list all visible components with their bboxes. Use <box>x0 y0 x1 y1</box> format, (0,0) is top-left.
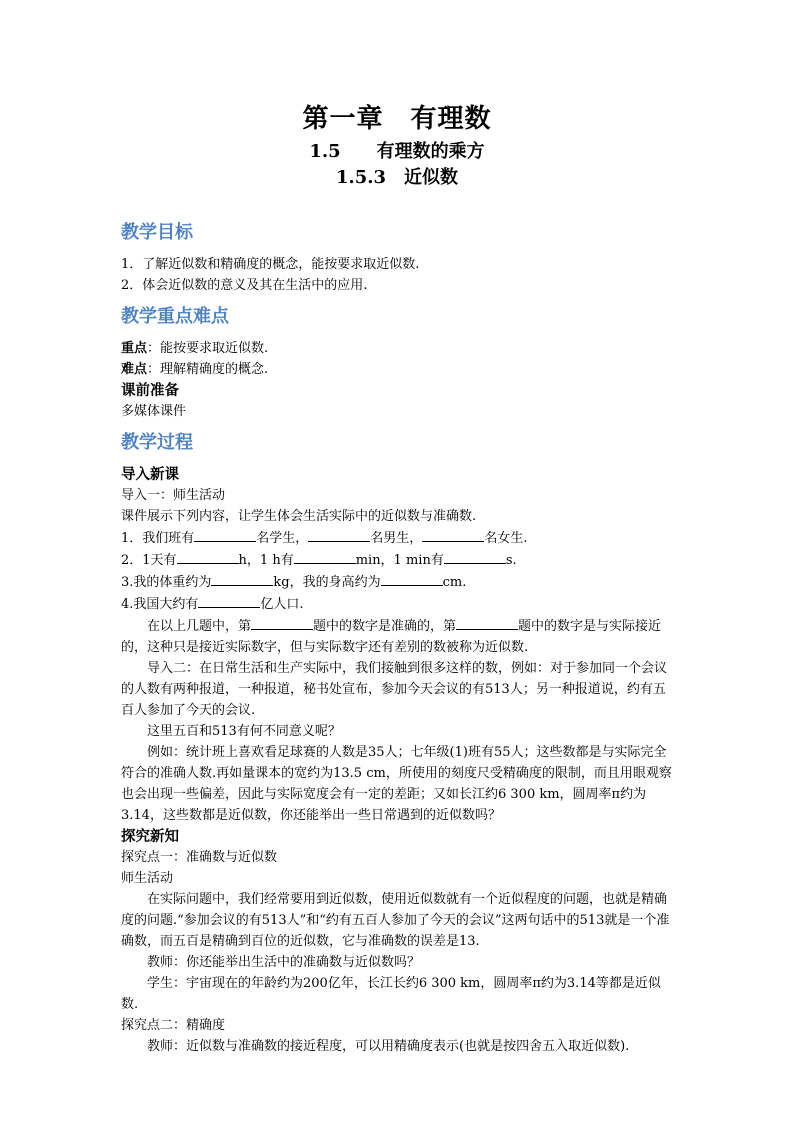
point1-title: 探究点一：准确数与近似数 <box>121 850 278 865</box>
answer-blank[interactable] <box>444 549 506 564</box>
difficult-text: ：理解精确度的概念. <box>147 362 269 377</box>
prep-text: 多媒体课件 <box>121 404 187 419</box>
answer-blank[interactable] <box>211 571 273 586</box>
teacher-line: 教师：近似数与准确数的接近程度，可以用精确度表示(也就是按四舍五入取近似数). <box>147 1039 630 1054</box>
goal-item: 1．了解近似数和精确度的概念，能按要求取近似数. <box>121 257 420 272</box>
chapter-title: 第一章 有理数 <box>302 104 492 134</box>
answer-blank[interactable] <box>294 549 356 564</box>
prep-heading: 课前准备 <box>121 382 179 399</box>
question-paragraph: 这里五百和513有何不同意义呢？ <box>147 724 341 739</box>
lead2-paragraph: 导入二：在日常生活和生产实际中，我们接触到很多这样的数，例如：对于参加同一个会议的人数有两种报道，一种报道，秘书处宣布，参加今天会议的有513人；另一种报道说，约有五百人参加了今天的会议. <box>121 661 668 718</box>
answer-blank[interactable] <box>308 527 370 542</box>
question-3: 3.我的体重约为 kg，我的身高约为 cm. <box>121 571 673 593</box>
answer-blank[interactable] <box>456 615 518 630</box>
difficult-label: 难点 <box>121 362 148 377</box>
section-title: 1.5 有理数的乘方 <box>309 141 485 162</box>
point2-title: 探究点二：精确度 <box>121 1018 226 1033</box>
goals-heading: 教学目标 <box>121 222 193 243</box>
answer-blank[interactable] <box>177 549 239 564</box>
example-paragraph: 例如：统计班上喜欢看足球赛的人数是35人；七年级(1)班有55人；这些数都是与实际完全符合的准确人数.再如量课本的宽约为13.5 cm，所使用的刻度尺受精确度的限制，而且用眼观察也会出现一些偏差，因此与实际宽度会有一定的差距；又如长江约6 300 km，圆周率π约为3.14，这些数都是近似数，你还能举出一些日常遇到的近似数吗？ <box>121 745 672 823</box>
student-line: 学生：宇宙现在的年龄约为200亿年，长江长约6 300 km，圆周率π约为3.14等都是近似数. <box>121 976 661 1012</box>
goal-item: 2．体会近似数的意义及其在生活中的应用. <box>121 278 368 293</box>
lead1-title: 导入一：师生活动 <box>121 488 226 503</box>
question-2: 2．1天有 h，1 h有 min，1 min有 s. <box>121 549 673 571</box>
document-body <box>121 218 673 1057</box>
answer-blank[interactable] <box>381 571 443 586</box>
key-text: ：能按要求取近似数. <box>147 341 269 356</box>
teacher-line: 教师：你还能举出生活中的准确数与近似数吗？ <box>147 955 421 970</box>
explain-paragraph: 在实际问题中，我们经常要用到近似数，使用近似数就有一个近似程度的问题，也就是精确度的问题.“参加会议的有513人”和“约有五百人参加了今天的会议”这两句话中的513就是一个准确数，而五百是精确到百位的近似数，它与准确数的误差是13. <box>121 892 670 949</box>
summary-paragraph: 在以上几题中，第 题中的数字是准确的，第 题中的数字是与实际接近的，这种只是接近实际数字，但与实际数字还有差别的数被称为近似数. <box>121 615 673 658</box>
question-4: 4.我国大约有 亿人口. <box>121 593 673 615</box>
answer-blank[interactable] <box>198 593 260 608</box>
answer-blank[interactable] <box>194 527 256 542</box>
subsection-title: 1.5.3 近似数 <box>335 167 459 188</box>
activity-label: 师生活动 <box>121 871 174 886</box>
process-heading: 教学过程 <box>121 432 193 453</box>
answer-blank[interactable] <box>422 527 484 542</box>
intro-heading: 导入新课 <box>121 466 179 483</box>
answer-blank[interactable] <box>251 615 313 630</box>
key-label: 重点 <box>121 341 148 356</box>
explore-heading: 探究新知 <box>121 828 179 845</box>
keypoints-heading: 教学重点难点 <box>121 306 229 327</box>
lead1-text: 课件展示下列内容，让学生体会生活实际中的近似数与准确数. <box>121 509 477 524</box>
question-1: 1．我们班有 名学生， 名男生， 名女生. <box>121 527 673 549</box>
key-point <box>121 338 673 359</box>
difficult-point <box>121 359 673 380</box>
